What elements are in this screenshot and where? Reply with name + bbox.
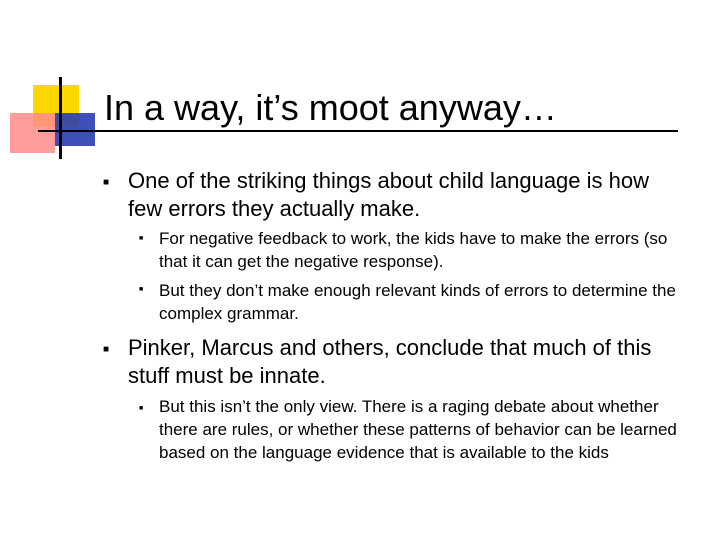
title-underline: [38, 130, 678, 132]
bullet-text: One of the striking things about child language is how few errors they actually make.: [128, 168, 649, 221]
sub-bullet-text: But they don’t make enough relevant kinds of errors to determine the complex grammar.: [159, 281, 676, 323]
sub-bullet-text: But this isn’t the only view. There is a raging debate about whether there are rules, or whether these patterns of behavior can be learned based on the language evidence that is available to the kids: [159, 397, 677, 462]
sub-bullet-marker-icon: ■: [139, 286, 144, 293]
decor-vertical-rule: [59, 77, 62, 159]
sub-bullet-marker-icon: ■: [139, 235, 144, 242]
bullet-marker-icon: ■: [103, 344, 110, 355]
sub-bullet-text: For negative feedback to work, the kids have to make the errors (so that it can get the negative response).: [159, 229, 668, 271]
bullet-marker-icon: ■: [103, 177, 110, 188]
sub-bullet-marker-icon: ■: [139, 405, 144, 412]
bullet-text: Pinker, Marcus and others, conclude that much of this stuff must be innate.: [128, 335, 652, 388]
slide-title: In a way, it’s moot anyway…: [104, 87, 557, 128]
decor-pink-square: [10, 113, 55, 153]
